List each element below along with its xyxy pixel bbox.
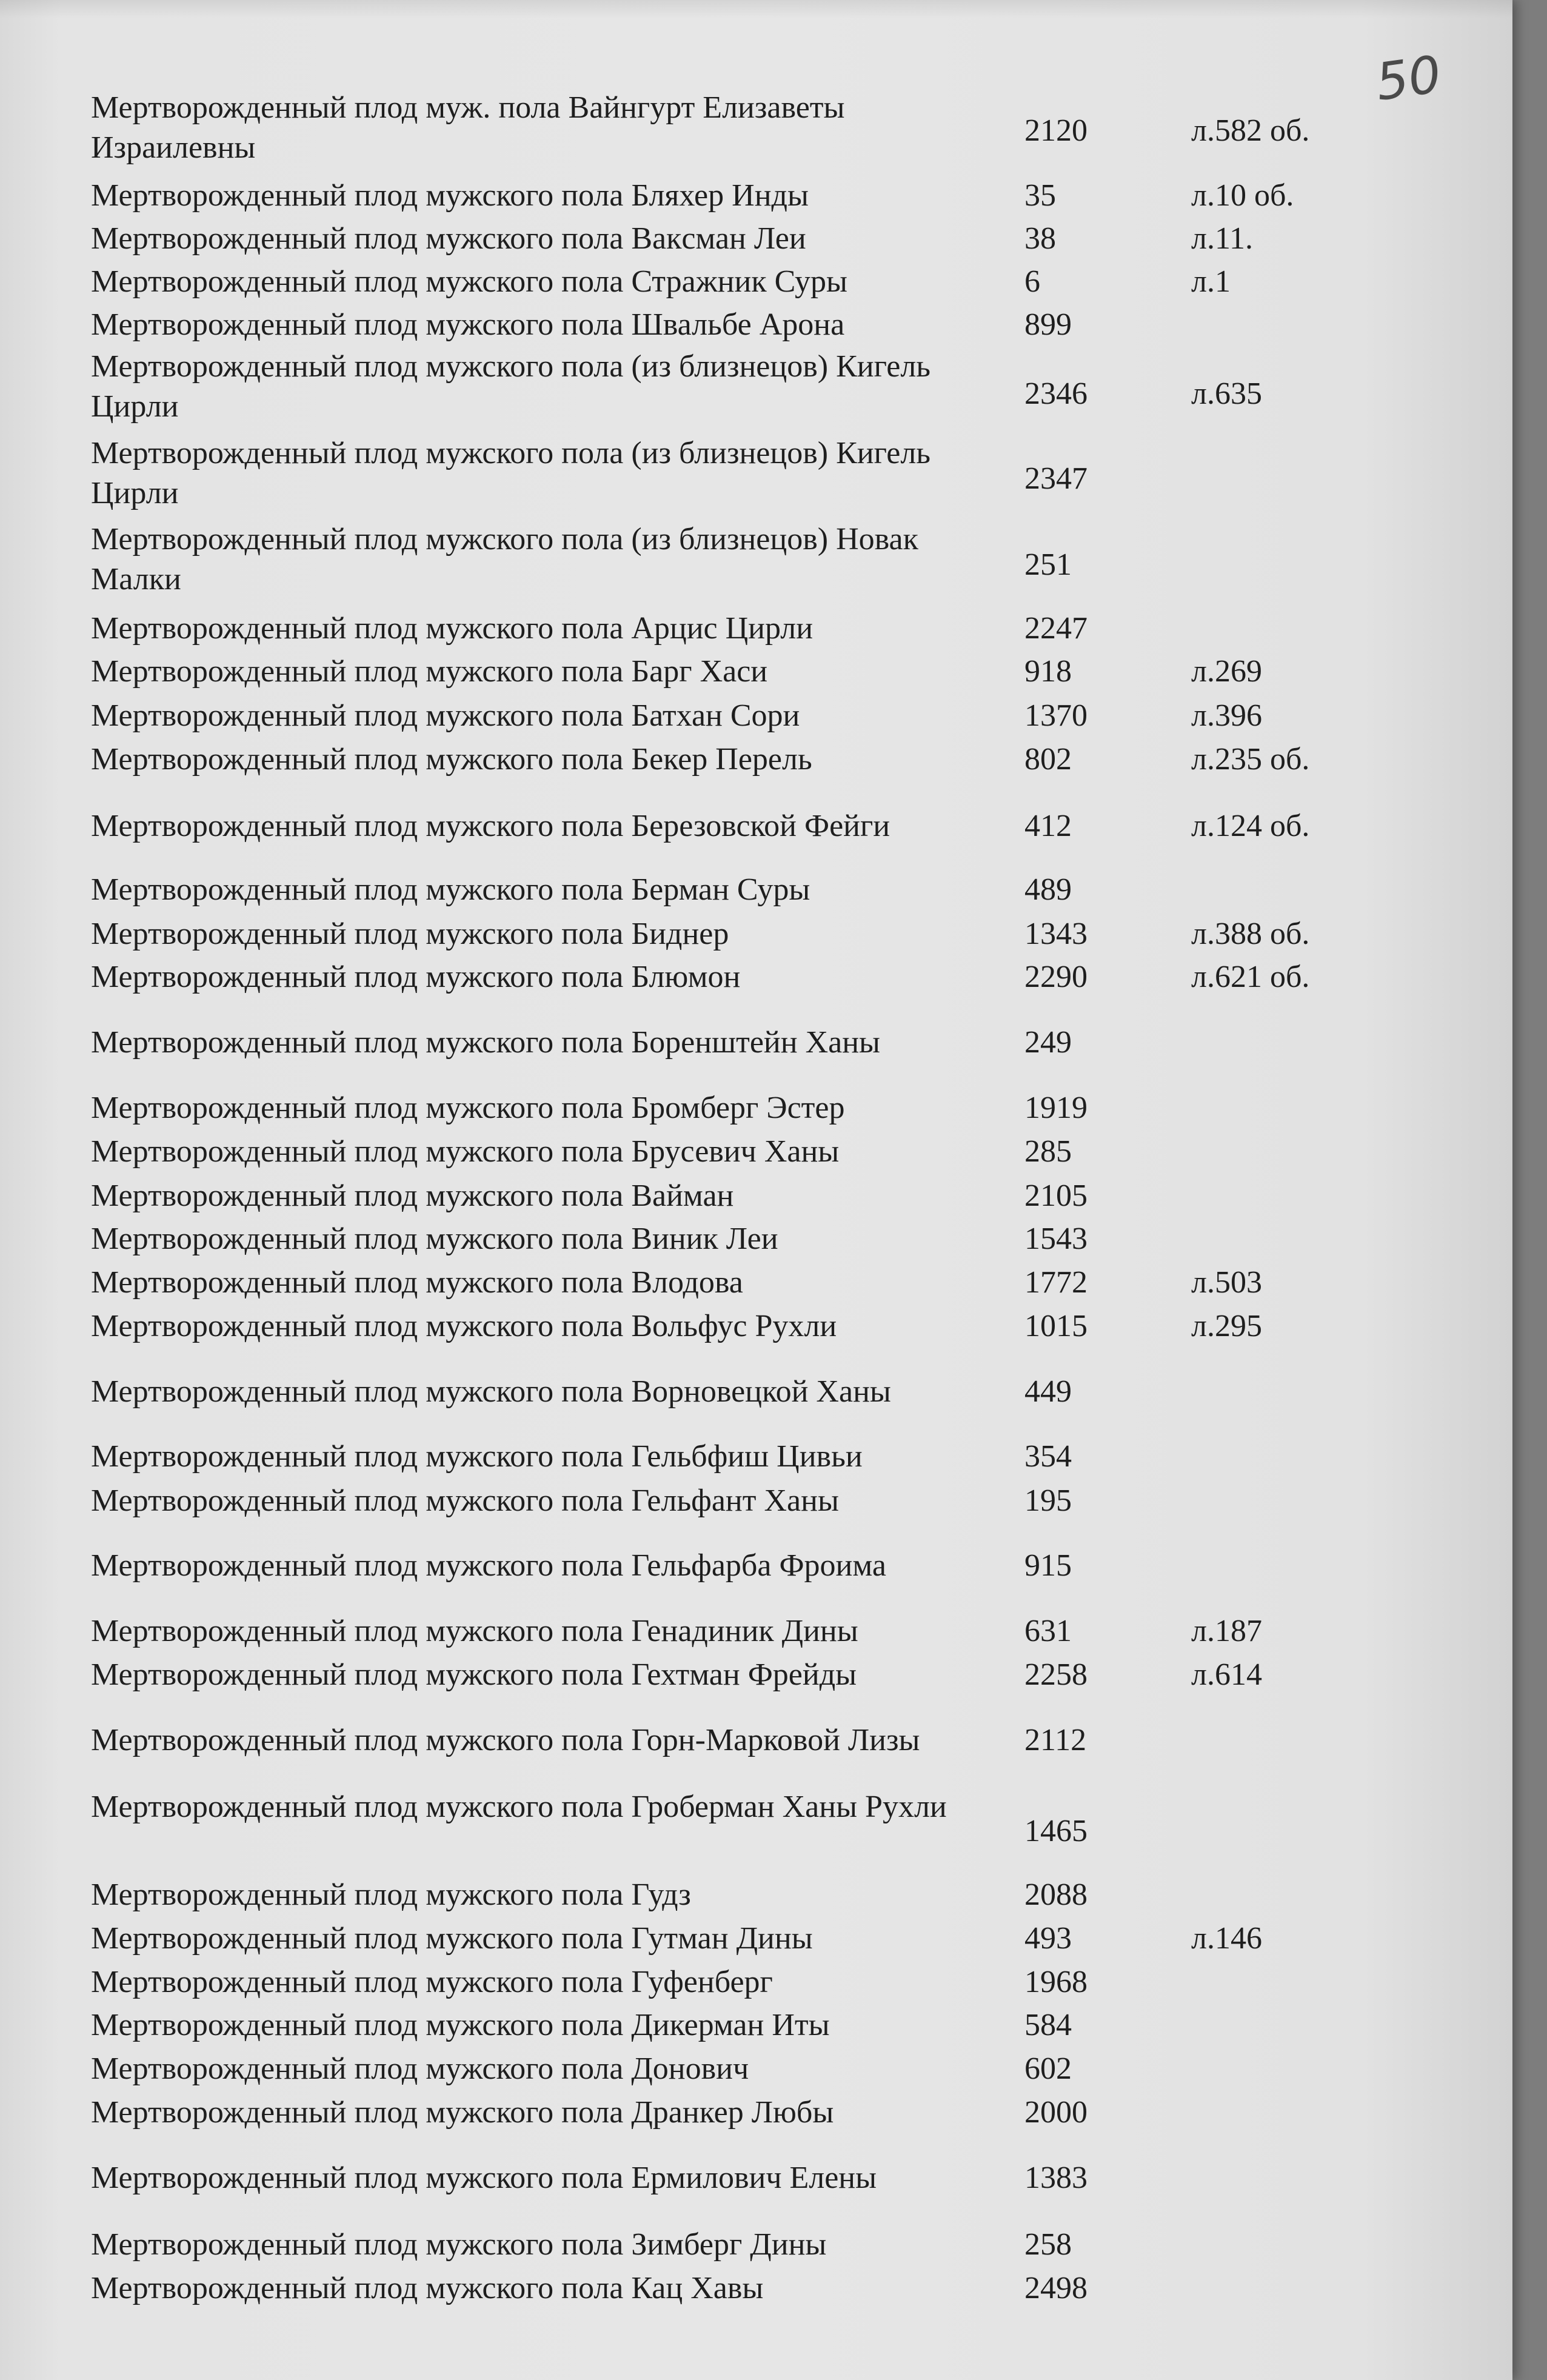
entry-number: 251	[1024, 547, 1072, 582]
entry-name: Мертворожденный плод мужского пола Вольфус Рухли	[91, 1309, 837, 1343]
entry-name: Мертворожденный плод мужского пола Боренштейн Ханы	[91, 1025, 880, 1060]
entry-number: 285	[1024, 1134, 1072, 1169]
entry-name: Мертворожденный плод мужского пола (из близнецов) Кигель Цирли	[91, 436, 931, 510]
entry-name: Мертворожденный плод мужского пола Берман Суры	[91, 872, 810, 907]
entry-name: Мертворожденный плод мужского пола Дранкер Любы	[91, 2095, 834, 2130]
entry-number: 584	[1024, 2008, 1072, 2042]
entry-number: 2112	[1024, 1723, 1087, 1757]
entry-number: 1343	[1024, 917, 1088, 951]
entry-name: Мертворожденный плод мужского пола Блюмон	[91, 960, 741, 994]
entry-name: Мертворожденный плод мужского пола Гроберман Ханы Рухли	[91, 1790, 947, 1824]
entry-name: Мертворожденный плод мужского пола Гуфенберг	[91, 1965, 773, 1999]
entry-number: 2346	[1024, 376, 1088, 411]
entry-leaf: л.388 об.	[1191, 917, 1310, 951]
entry-name: Мертворожденный плод мужского пола Барг Хаси	[91, 654, 768, 689]
entry-name: Мертворожденный плод мужского пола Бромберг Эстер	[91, 1091, 845, 1125]
entry-name: Мертворожденный плод мужского пола (из близнецов) Новак Малки	[91, 522, 918, 597]
entry-number: 195	[1024, 1483, 1072, 1518]
entry-name: Мертворожденный плод мужского пола Влодова	[91, 1265, 743, 1300]
entry-number: 918	[1024, 654, 1072, 689]
entry-leaf: л.235 об.	[1191, 742, 1310, 777]
entry-name: Мертворожденный плод мужского пола Гельбфиш Цивьи	[91, 1439, 863, 1474]
entry-name: Мертворожденный плод мужского пола Бекер Перель	[91, 742, 812, 777]
entry-number: 2120	[1024, 113, 1088, 148]
entry-leaf: л.11.	[1191, 221, 1254, 256]
entry-number: 2105	[1024, 1178, 1088, 1213]
entry-leaf: л.635	[1191, 376, 1262, 411]
entry-name: Мертворожденный плод мужского пола Генадиник Дины	[91, 1614, 858, 1648]
entry-name: Мертворожденный плод мужского пола Гутман Дины	[91, 1921, 813, 1956]
entry-number: 2347	[1024, 461, 1088, 496]
entry-name: Мертворожденный плод мужского пола Вaкcман Леи	[91, 221, 806, 256]
entry-leaf: л.146	[1191, 1921, 1262, 1956]
entry-number: 2088	[1024, 1877, 1088, 1912]
entry-name: Мертворожденный плод мужского пола Виник Леи	[91, 1222, 778, 1256]
entry-leaf: л.396	[1191, 698, 1262, 733]
entry-name: Мертворожденный плод мужского пола Гельфарба Фроима	[91, 1548, 887, 1583]
entry-name: Мертворожденный плод мужского пола Швальбе Арона	[91, 307, 845, 342]
entry-number: 2258	[1024, 1657, 1088, 1692]
entry-name: Мертворожденный плод мужского пола Березовской Фейги	[91, 809, 890, 843]
entry-name: Мертворожденный плод мужского пола Ермилович Елены	[91, 2161, 877, 2195]
entry-number: 1968	[1024, 1965, 1088, 1999]
entry-leaf: л.621 об.	[1191, 960, 1310, 994]
entry-name: Мертворожденный плод мужского пола Дикерман Иты	[91, 2008, 830, 2042]
entry-number: 249	[1024, 1025, 1072, 1060]
handwritten-page-number: 50	[1372, 44, 1445, 112]
entry-leaf: л.295	[1191, 1309, 1262, 1343]
entry-number: 1543	[1024, 1222, 1088, 1256]
entry-name: Мертворожденный плод мужского пола Батхан Сори	[91, 698, 800, 733]
entry-name: Мертворожденный плод мужского пола Гехтман Фрейды	[91, 1657, 857, 1692]
entry-number: 412	[1024, 809, 1072, 843]
entry-name: Мертворожденный плод мужского пола Гудз	[91, 1877, 691, 1912]
entry-number: 2498	[1024, 2271, 1088, 2305]
entry-number: 35	[1024, 178, 1056, 213]
entry-leaf: л.582 об.	[1191, 113, 1310, 148]
entry-number: 1465	[1024, 1814, 1088, 1848]
entry-name: Мертворожденный плод муж. пола Вайнгурт Елизаветы Израилевны	[91, 90, 845, 165]
entry-name: Мертворожденный плод мужского пола Зимберг Дины	[91, 2227, 827, 2262]
entry-number: 489	[1024, 872, 1072, 907]
entry-number: 2247	[1024, 611, 1088, 646]
entry-leaf: л.614	[1191, 1657, 1262, 1692]
entry-name: Мертворожденный плод мужского пола Ворновецкой Ханы	[91, 1374, 891, 1409]
entry-number: 2290	[1024, 960, 1088, 994]
entry-leaf: л.187	[1191, 1614, 1262, 1648]
entry-number: 631	[1024, 1614, 1072, 1648]
entry-name: Мертворожденный плод мужского пола Гельфант Ханы	[91, 1483, 839, 1518]
entry-name: Мертворожденный плод мужского пола Стражник Суры	[91, 264, 847, 299]
entry-name: Мертворожденный плод мужского пола Брусевич Ханы	[91, 1134, 840, 1169]
entry-name: Мертворожденный плод мужского пола Донович	[91, 2051, 749, 2086]
entry-number: 1015	[1024, 1309, 1088, 1343]
entry-name: Мертворожденный плод мужского пола Кац Хавы	[91, 2271, 764, 2305]
entry-number: 915	[1024, 1548, 1072, 1583]
entry-name: Мертворожденный плод мужского пола Вайман	[91, 1178, 734, 1213]
entry-number: 258	[1024, 2227, 1072, 2262]
entry-name: Мертворожденный плод мужского пола (из близнецов) Кигель Цирли	[91, 349, 931, 424]
entry-leaf: л.10 об.	[1191, 178, 1294, 213]
entry-leaf: л.1	[1191, 264, 1231, 299]
entry-number: 1772	[1024, 1265, 1088, 1300]
entry-number: 802	[1024, 742, 1072, 777]
entry-number: 602	[1024, 2051, 1072, 2086]
entry-leaf: л.503	[1191, 1265, 1262, 1300]
entry-number: 354	[1024, 1439, 1072, 1474]
entry-name: Мертворожденный плод мужского пола Биднер	[91, 917, 729, 951]
entry-number: 2000	[1024, 2095, 1088, 2130]
entry-number: 38	[1024, 221, 1056, 256]
entry-number: 1383	[1024, 2161, 1088, 2195]
entry-number: 449	[1024, 1374, 1072, 1409]
entry-number: 1919	[1024, 1091, 1088, 1125]
entry-number: 6	[1024, 264, 1040, 299]
entry-name: Мертворожденный плод мужского пола Бляхер Инды	[91, 178, 809, 213]
entry-leaf: л.269	[1191, 654, 1262, 689]
entry-name: Мертворожденный плод мужского пола Арцис Цирли	[91, 611, 814, 646]
entry-leaf: л.124 об.	[1191, 809, 1310, 843]
entry-number: 1370	[1024, 698, 1088, 733]
entry-name: Мертворожденный плод мужского пола Горн-Марковой Лизы	[91, 1723, 920, 1757]
entry-number: 899	[1024, 307, 1072, 342]
entry-number: 493	[1024, 1921, 1072, 1956]
